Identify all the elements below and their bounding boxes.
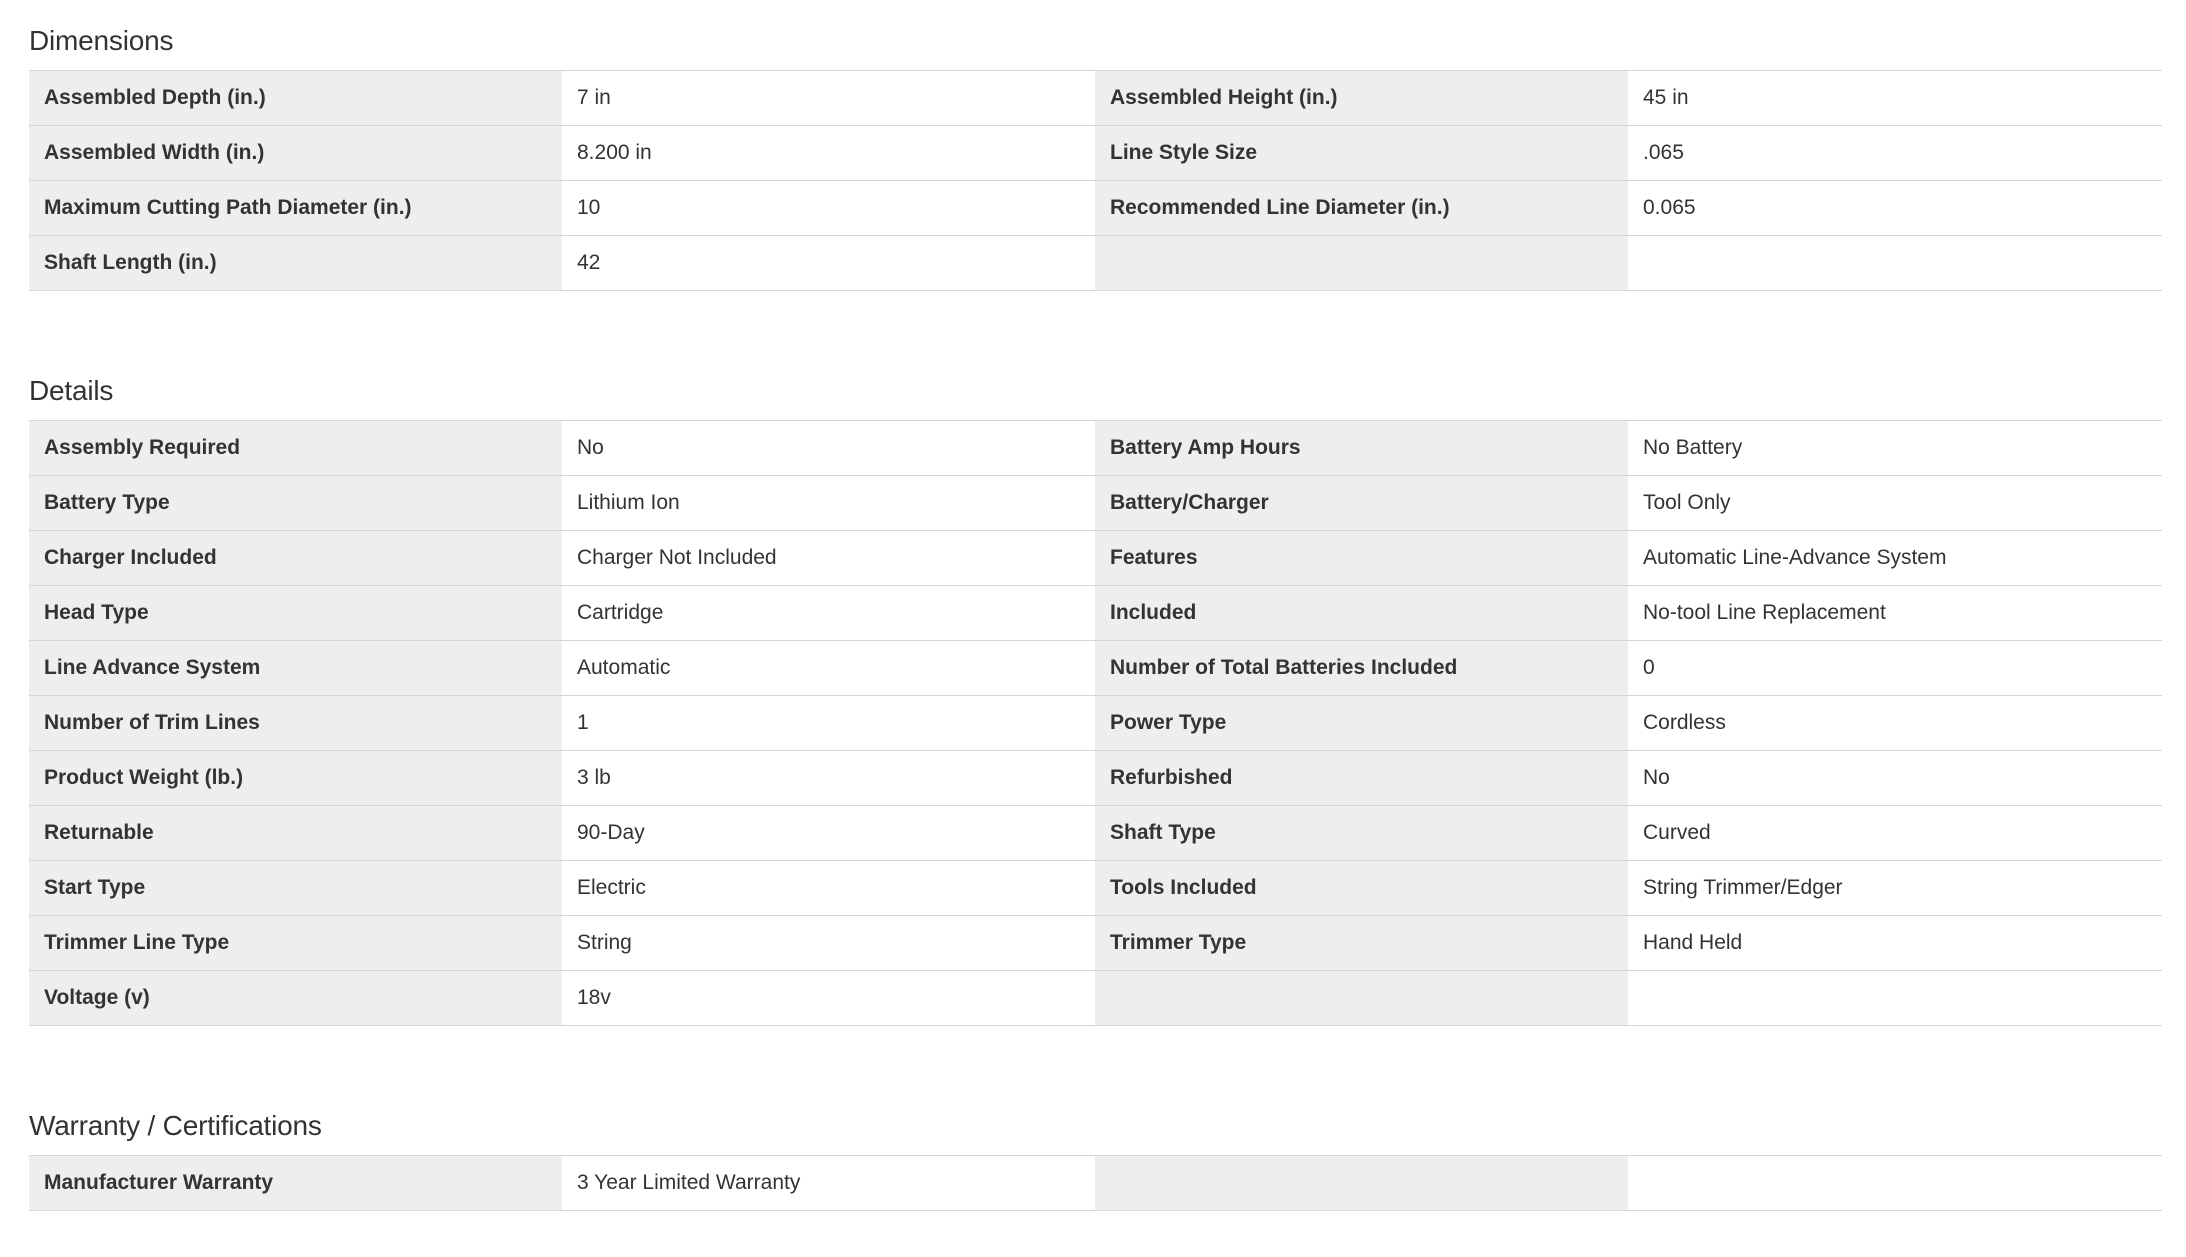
spec-value: 7 in <box>562 71 1095 126</box>
spec-label: Refurbished <box>1095 751 1628 806</box>
spec-value: No Battery <box>1628 421 2162 476</box>
spec-label: Returnable <box>29 806 562 861</box>
spec-value: No-tool Line Replacement <box>1628 586 2162 641</box>
empty-label-cell <box>1095 1156 1628 1211</box>
table-row <box>29 641 2162 696</box>
empty-value-cell <box>1628 971 2162 1026</box>
spec-value: No <box>1628 751 2162 806</box>
empty-value-cell <box>1628 1156 2162 1211</box>
dimensions-section <box>29 18 2162 291</box>
spec-label: Trimmer Line Type <box>29 916 562 971</box>
section-title-warranty: Warranty / Certifications <box>29 1110 322 1141</box>
details-table <box>29 420 2162 1026</box>
spec-label: Product Weight (lb.) <box>29 751 562 806</box>
spec-value: Automatic <box>562 641 1095 696</box>
spec-label: Trimmer Type <box>1095 916 1628 971</box>
spec-label: Assembled Width (in.) <box>29 126 562 181</box>
table-row <box>29 696 2162 751</box>
table-row <box>29 181 2162 236</box>
spec-value: 0 <box>1628 641 2162 696</box>
spec-value: Hand Held <box>1628 916 2162 971</box>
spec-label: Manufacturer Warranty <box>29 1156 562 1211</box>
spec-label: Tools Included <box>1095 861 1628 916</box>
spec-value: Charger Not Included <box>562 531 1095 586</box>
warranty-certifications-section <box>29 1103 2162 1211</box>
details-section <box>29 368 2162 1026</box>
spec-value: Automatic Line-Advance System <box>1628 531 2162 586</box>
empty-label-cell <box>1095 236 1628 291</box>
spec-value: 3 Year Limited Warranty <box>562 1156 1095 1211</box>
spec-label: Included <box>1095 586 1628 641</box>
table-row <box>29 421 2162 476</box>
spec-label: Line Style Size <box>1095 126 1628 181</box>
spec-value: 42 <box>562 236 1095 291</box>
table-row <box>29 71 2162 126</box>
spec-value: String Trimmer/Edger <box>1628 861 2162 916</box>
spec-label: Features <box>1095 531 1628 586</box>
spec-label: Shaft Type <box>1095 806 1628 861</box>
spec-value: 0.065 <box>1628 181 2162 236</box>
spec-value: Cartridge <box>562 586 1095 641</box>
spec-value: 3 lb <box>562 751 1095 806</box>
spec-label: Voltage (v) <box>29 971 562 1026</box>
spec-label: Head Type <box>29 586 562 641</box>
spec-value: 1 <box>562 696 1095 751</box>
spec-label: Shaft Length (in.) <box>29 236 562 291</box>
table-row <box>29 971 2162 1026</box>
dimensions-table <box>29 70 2162 291</box>
section-title-dimensions: Dimensions <box>29 25 174 56</box>
spec-value: Lithium Ion <box>562 476 1095 531</box>
spec-label: Maximum Cutting Path Diameter (in.) <box>29 181 562 236</box>
warranty-table <box>29 1155 2162 1211</box>
spec-value: String <box>562 916 1095 971</box>
table-row <box>29 586 2162 641</box>
table-row <box>29 861 2162 916</box>
spec-value: 10 <box>562 181 1095 236</box>
spec-label: Number of Total Batteries Included <box>1095 641 1628 696</box>
table-row <box>29 531 2162 586</box>
spec-label: Power Type <box>1095 696 1628 751</box>
spec-value: .065 <box>1628 126 2162 181</box>
table-row <box>29 806 2162 861</box>
spec-label: Battery Type <box>29 476 562 531</box>
spec-value: 90-Day <box>562 806 1095 861</box>
spec-value: Electric <box>562 861 1095 916</box>
spec-label: Recommended Line Diameter (in.) <box>1095 181 1628 236</box>
section-title-details: Details <box>29 375 114 406</box>
spec-label: Number of Trim Lines <box>29 696 562 751</box>
spec-value: Curved <box>1628 806 2162 861</box>
table-row <box>29 916 2162 971</box>
spec-label: Battery Amp Hours <box>1095 421 1628 476</box>
spec-value: 45 in <box>1628 71 2162 126</box>
spec-label: Assembled Height (in.) <box>1095 71 1628 126</box>
table-row <box>29 751 2162 806</box>
spec-label: Charger Included <box>29 531 562 586</box>
spec-value: 8.200 in <box>562 126 1095 181</box>
spec-label: Assembly Required <box>29 421 562 476</box>
table-row <box>29 236 2162 291</box>
spec-value: Cordless <box>1628 696 2162 751</box>
empty-value-cell <box>1628 236 2162 291</box>
spec-label: Battery/Charger <box>1095 476 1628 531</box>
spec-value: 18v <box>562 971 1095 1026</box>
spec-label: Start Type <box>29 861 562 916</box>
table-row <box>29 1156 2162 1211</box>
table-row <box>29 126 2162 181</box>
spec-label: Assembled Depth (in.) <box>29 71 562 126</box>
spec-value: Tool Only <box>1628 476 2162 531</box>
spec-label: Line Advance System <box>29 641 562 696</box>
table-row <box>29 476 2162 531</box>
empty-label-cell <box>1095 971 1628 1026</box>
spec-value: No <box>562 421 1095 476</box>
